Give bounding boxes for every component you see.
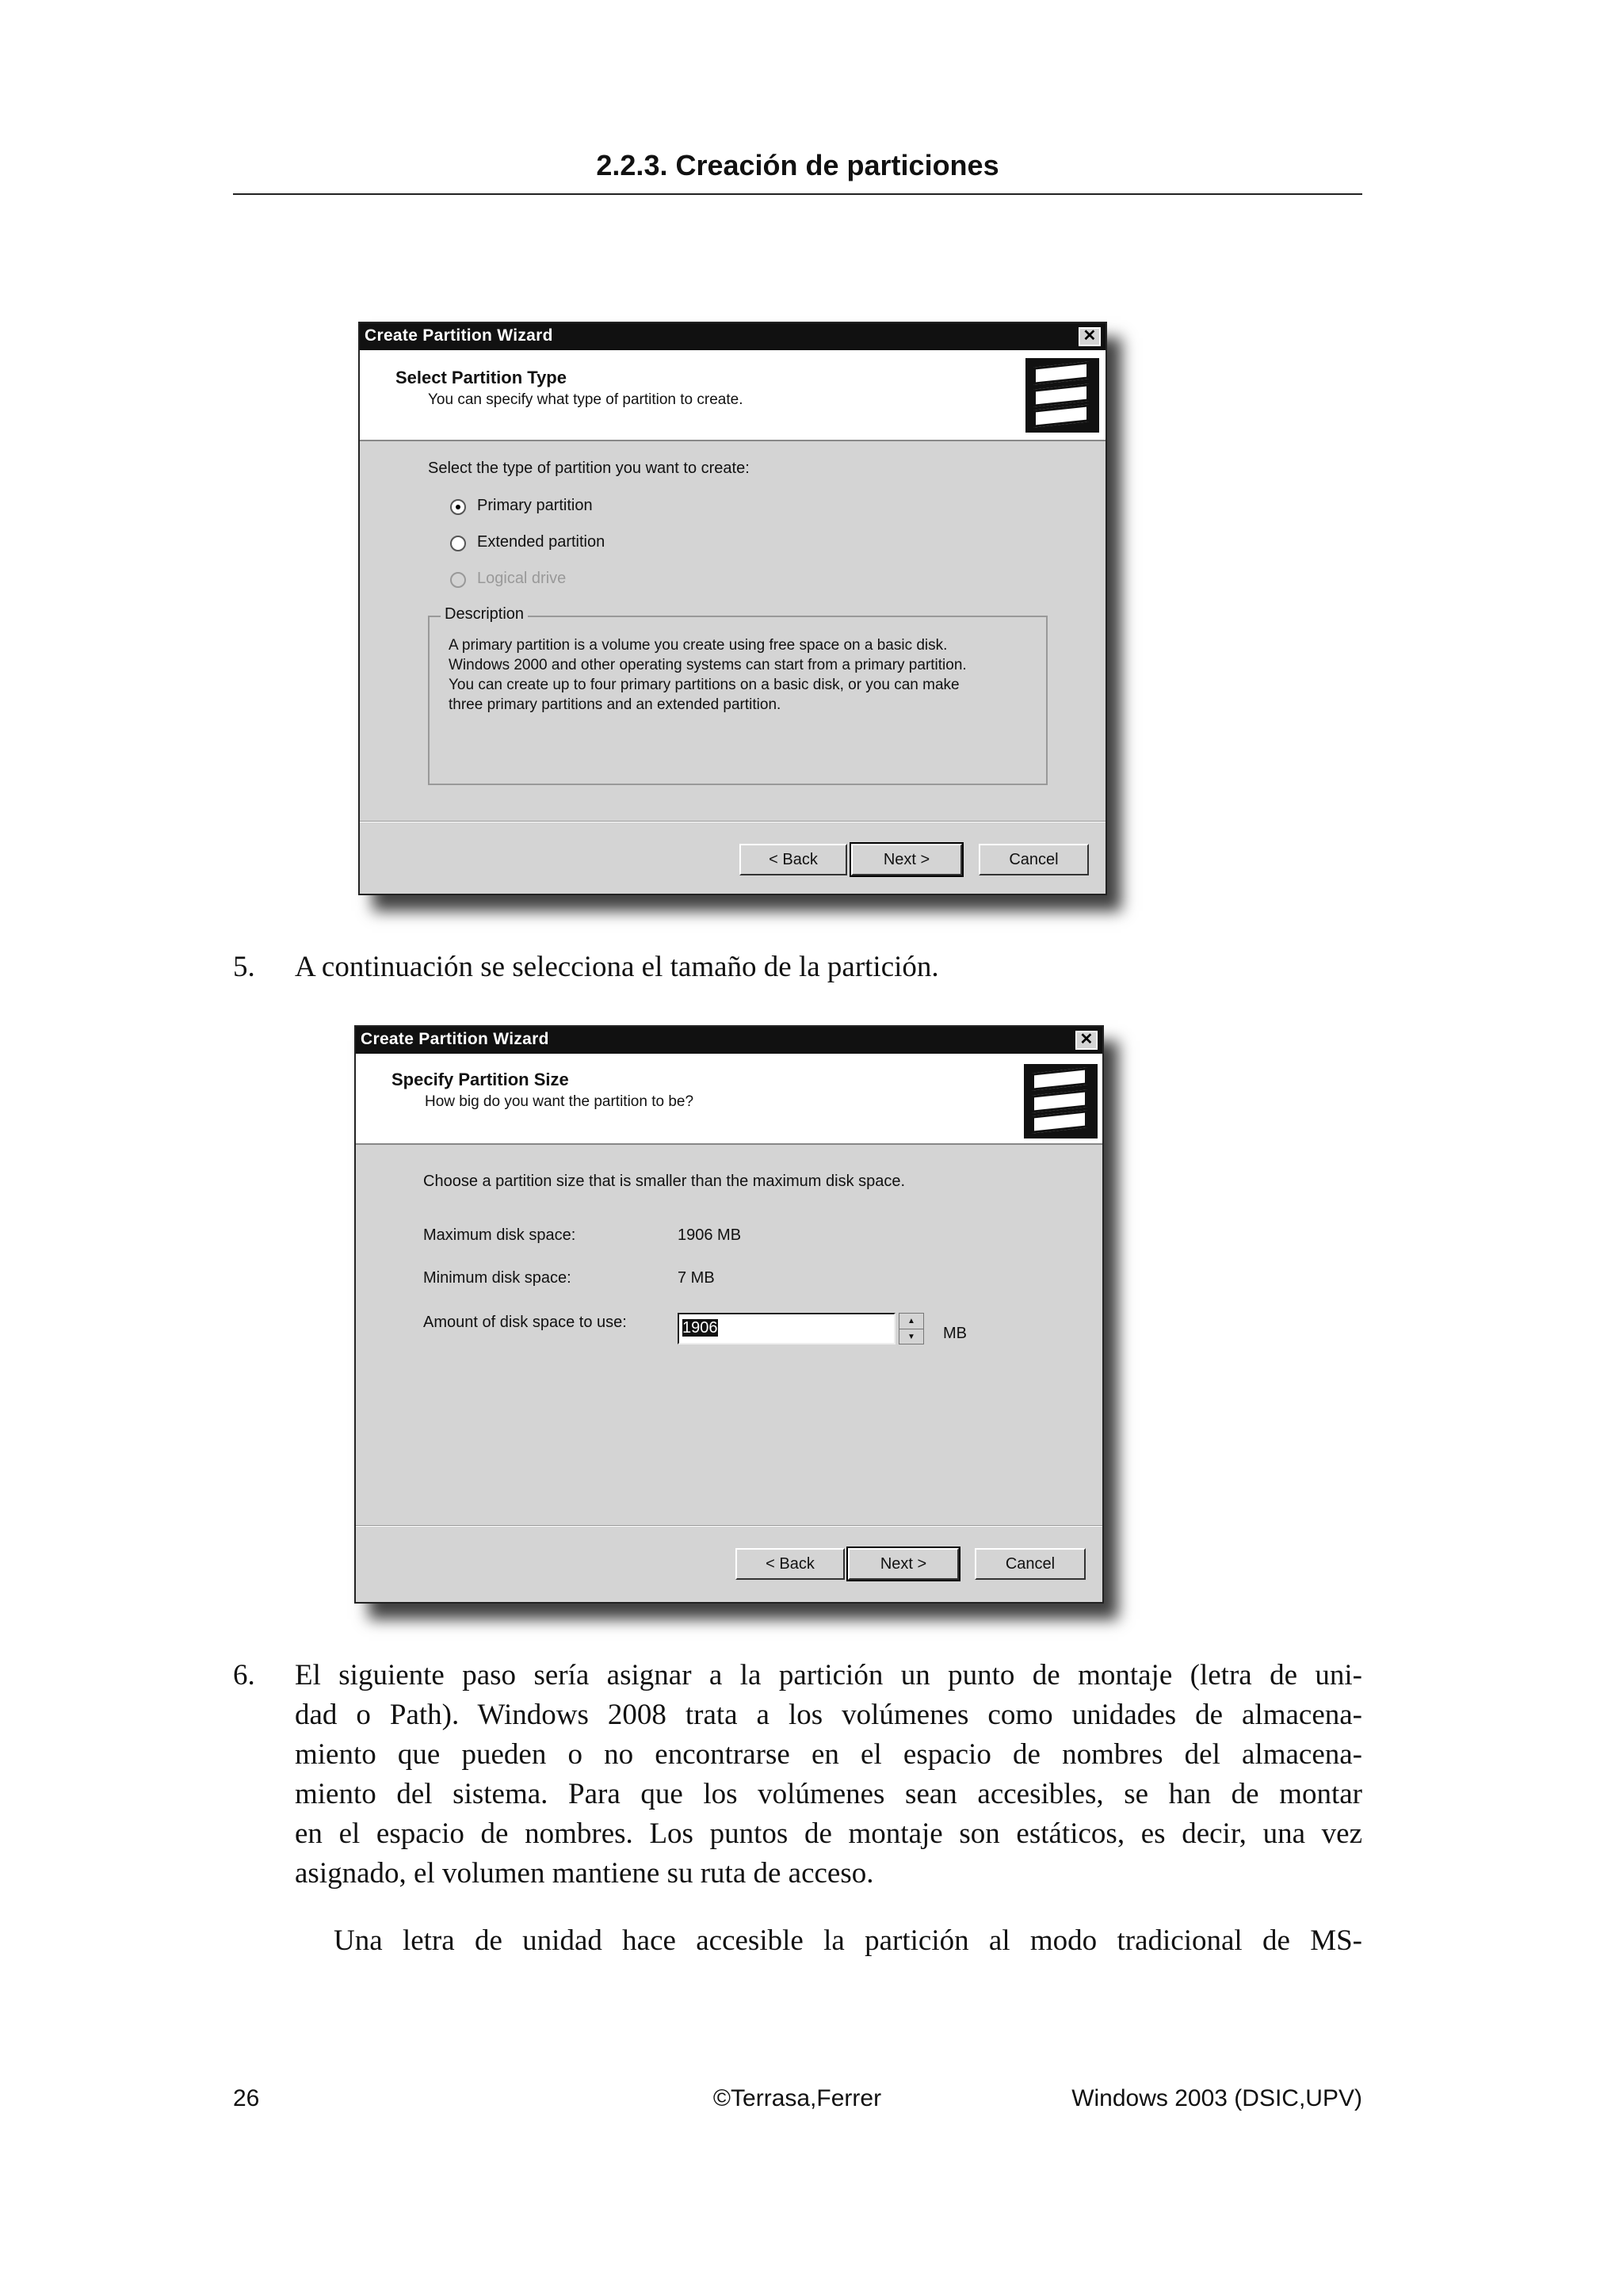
page-number: 26	[233, 2085, 260, 2111]
description-label: Description	[441, 605, 528, 624]
cancel-button[interactable]: Cancel	[979, 844, 1089, 875]
item-number: 6.	[233, 1659, 255, 1691]
max-value: 1906 MB	[678, 1226, 742, 1244]
item-text-line: miento que pueden o no encontrarse en el espacio de nombres del almacena-	[295, 1738, 1362, 1771]
footer-authors: ©Terrasa,Ferrer	[712, 2085, 882, 2111]
close-icon[interactable]: ✕	[1075, 1031, 1098, 1050]
item-text-line: en el espacio de nombres. Los puntos de montaje son estáticos, es decir, una vez	[295, 1817, 1362, 1850]
section-heading: 2.2.3. Creación de particiones	[596, 149, 999, 181]
option-extended-label[interactable]: Extended partition	[477, 533, 605, 551]
paragraph: Una letra de unidad hace accesible la partición al modo tradicional de MS-	[334, 1924, 1362, 1957]
title-bar	[356, 1027, 1102, 1054]
separator	[360, 821, 1106, 822]
wizard-heading: Select Partition Type	[395, 368, 567, 387]
footer-course: Windows 2003 (DSIC,UPV)	[1071, 2085, 1362, 2111]
item-text-line: asignado, el volumen mantiene su ruta de acceso.	[295, 1857, 874, 1890]
item-number: 5.	[233, 951, 255, 983]
next-button[interactable]: Next >	[851, 844, 962, 875]
title-bar	[360, 323, 1106, 350]
prompt: Choose a partition size that is smaller than the maximum disk space.	[423, 1173, 906, 1190]
spinner[interactable]	[899, 1313, 924, 1344]
amount-label: Amount of disk space to use:	[423, 1314, 627, 1331]
disk-stack-icon	[1024, 1064, 1098, 1138]
cancel-button[interactable]: Cancel	[975, 1548, 1086, 1580]
spin-up-icon[interactable]: ▲	[899, 1314, 923, 1329]
amount-input[interactable]: 1906	[678, 1313, 896, 1344]
radio-primary[interactable]	[450, 499, 466, 515]
back-button[interactable]: < Back	[735, 1548, 845, 1580]
min-label: Minimum disk space:	[423, 1269, 571, 1287]
header-rule	[233, 193, 1362, 195]
back-button[interactable]: < Back	[739, 844, 847, 875]
option-primary-label[interactable]: Primary partition	[477, 497, 593, 514]
wizard-subtitle: You can specify what type of partition to create.	[428, 391, 743, 408]
wizard-header	[356, 1054, 1102, 1145]
item-text-line: dad o Path). Windows 2008 trata a los volúmenes como unidades de almacena-	[295, 1699, 1362, 1731]
item-text-line: miento del sistema. Para que los volúmenes sean accesibles, se han de montar	[295, 1778, 1362, 1810]
specify-partition-size-dialog	[354, 1025, 1104, 1604]
item-text-line: El siguiente paso sería asignar a la partición un punto de montaje (letra de uni-	[295, 1659, 1362, 1691]
spin-down-icon[interactable]: ▼	[907, 1333, 915, 1341]
min-value: 7 MB	[678, 1269, 715, 1287]
wizard-header	[360, 350, 1106, 441]
disk-stack-icon	[1025, 358, 1099, 433]
dialog-title: Create Partition Wizard	[365, 326, 553, 345]
radio-extended[interactable]	[450, 536, 466, 551]
item-text: A continuación se selecciona el tamaño de la partición.	[295, 951, 939, 983]
close-icon[interactable]: ✕	[1079, 327, 1101, 346]
dialog-title: Create Partition Wizard	[361, 1030, 549, 1048]
unit-label: MB	[943, 1325, 967, 1342]
prompt: Select the type of partition you want to create:	[428, 460, 750, 477]
max-label: Maximum disk space:	[423, 1226, 576, 1244]
radio-logical-disabled	[450, 572, 466, 588]
wizard-heading: Specify Partition Size	[391, 1070, 569, 1089]
option-logical-label: Logical drive	[477, 570, 567, 587]
description-text: A primary partition is a volume you create using free space on a basic disk. Windows 2000 and other operating systems can start from a primary partition. You can create up to four primary partitions on a basic disk, or you can make three primary partitions and an extended partition.	[449, 637, 967, 713]
next-button[interactable]: Next >	[848, 1548, 959, 1580]
select-partition-type-dialog	[358, 322, 1107, 895]
separator	[356, 1525, 1102, 1527]
wizard-subtitle: How big do you want the partition to be?	[425, 1093, 694, 1110]
